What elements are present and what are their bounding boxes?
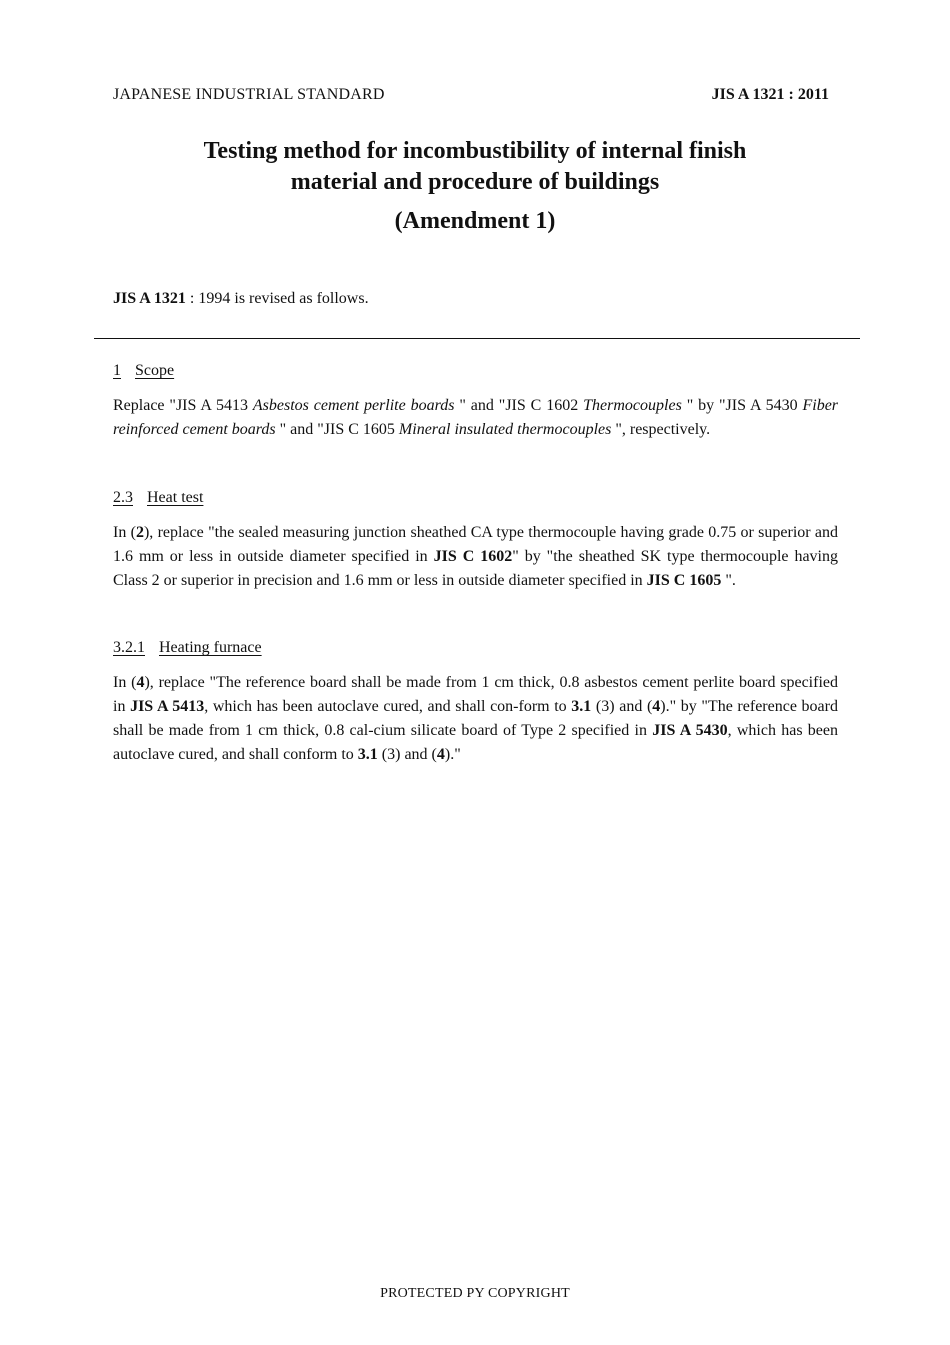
- text-run: , which has been autoclave cured, and shall conform to: [113, 722, 838, 763]
- section-title: Heat test: [147, 489, 204, 506]
- revision-text: : 1994 is revised as follows.: [185, 290, 369, 307]
- document-title: [0, 136, 950, 237]
- text-run: ), replace "The reference board shall be made from 1 cm thick, 0.8 asbestos cement perlite board specified in: [113, 674, 839, 715]
- text-run: ", respectively.: [611, 421, 711, 438]
- bold-run: 3.1: [357, 746, 378, 763]
- bold-run: JIS A 5430: [652, 722, 728, 739]
- bold-run: JIS C 1605: [646, 572, 722, 589]
- section-heading: [113, 362, 838, 380]
- title-italic: Asbestos cement perlite boards: [252, 397, 455, 414]
- standard-number: JIS A 1321 : 2011: [711, 86, 829, 103]
- revision-note: [113, 290, 369, 308]
- bold-run: JIS C 1602: [433, 548, 513, 565]
- text-run: In (: [113, 524, 136, 541]
- text-run: Replace "JIS A 5413: [113, 397, 253, 414]
- copyright-footer: PROTECTED PY COPYRIGHT: [380, 1286, 570, 1301]
- divider-line: [94, 338, 860, 339]
- bold-run: 4: [436, 746, 445, 763]
- bold-run: JIS A 5413: [130, 698, 205, 715]
- section-heading: [113, 639, 838, 657]
- text-run: " by "the sheathed SK type thermocouple having Class 2 or superior in precision and 1.6 mm or less in outside diameter specified in: [113, 548, 838, 589]
- section-body: [113, 394, 838, 442]
- bold-run: 4: [136, 674, 145, 691]
- section-number: 3.2.1: [113, 639, 145, 656]
- section-body: [113, 521, 838, 593]
- amendment-label: (Amendment 1): [394, 208, 556, 234]
- title-line-2: material and procedure of buildings: [290, 169, 660, 195]
- revision-code: JIS A 1321: [113, 290, 186, 307]
- section-scope: [113, 362, 838, 442]
- section-heading: [113, 489, 838, 507]
- title-line-1: Testing method for incombustibility of internal finish: [203, 138, 747, 164]
- bold-run: 4: [652, 698, 661, 715]
- bold-run: 2: [135, 524, 144, 541]
- section-number: 2.3: [113, 489, 133, 506]
- standard-label: JAPANESE INDUSTRIAL STANDARD: [113, 86, 385, 103]
- text-run: (3) and (: [377, 746, 437, 763]
- section-title: Scope: [135, 362, 175, 379]
- text-run: ".: [721, 572, 736, 589]
- text-run: (3) and (: [591, 698, 653, 715]
- text-run: " by "JIS A 5430: [681, 397, 803, 414]
- text-run: ).": [444, 746, 461, 763]
- bold-run: 3.1: [571, 698, 592, 715]
- section-heat-test: [113, 489, 838, 593]
- title-italic: Thermocouples: [583, 397, 682, 414]
- section-heating-furnace: [113, 639, 838, 767]
- section-body: [113, 671, 838, 767]
- section-title: Heating furnace: [159, 639, 262, 656]
- text-run: )." by "The reference board shall be made from 1 cm thick, 0.8 cal-cium silicate board of Type 2 specified in: [113, 698, 838, 739]
- text-run: In (: [113, 674, 137, 691]
- title-italic: Mineral insulated thermocouples: [398, 421, 612, 438]
- text-run: " and "JIS C 1602: [454, 397, 584, 414]
- text-run: ), replace "the sealed measuring junction sheathed CA type thermocouple having grade 0.75 or superior and 1.6 mm or less in outside diameter specified in: [113, 524, 839, 565]
- title-italic: Fiber reinforced cement boards: [113, 397, 839, 438]
- text-run: , which has been autoclave cured, and shall con-form to: [204, 698, 572, 715]
- text-run: " and "JIS C 1605: [275, 421, 399, 438]
- section-number: 1: [113, 362, 121, 379]
